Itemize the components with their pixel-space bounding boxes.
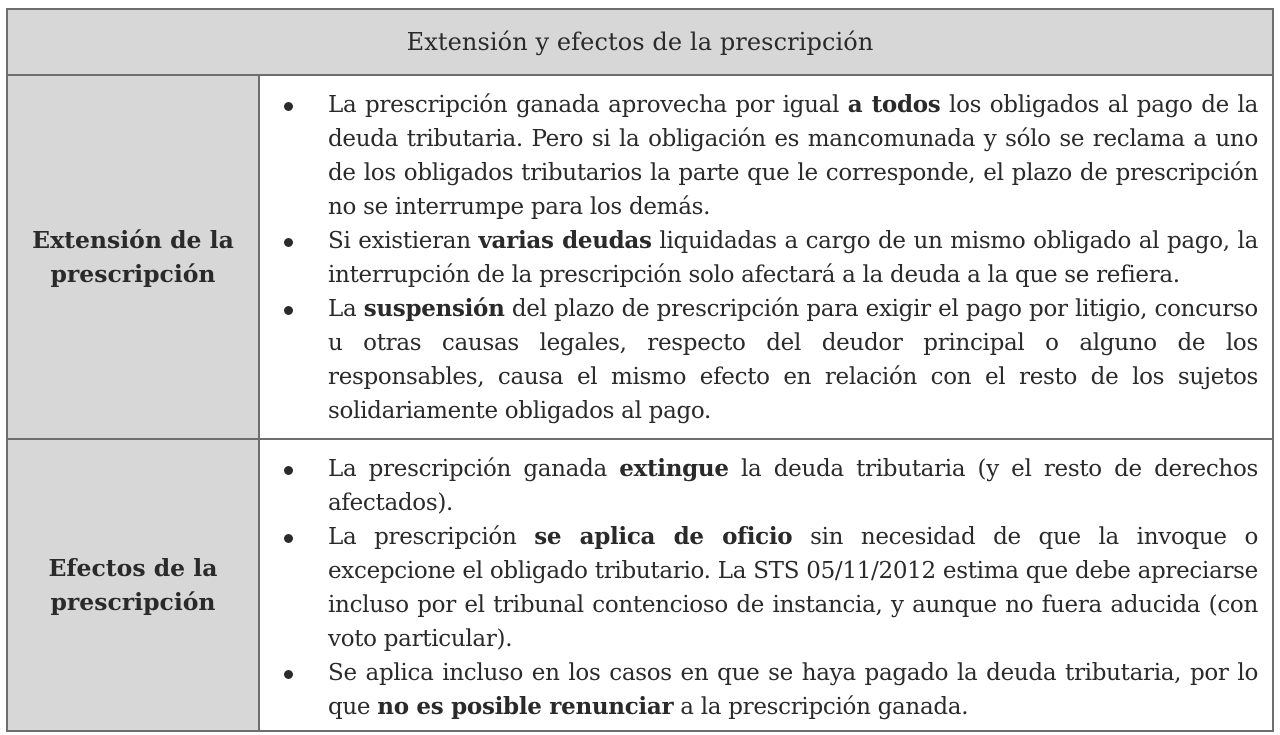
row-label-line: Efectos de la xyxy=(48,554,218,582)
bullet-text: La xyxy=(328,296,364,322)
bullet-text: La prescripción ganada xyxy=(328,456,620,482)
list-item xyxy=(280,452,1258,520)
table-title: Extensión y efectos de la prescripción xyxy=(8,10,1272,76)
row-label-extension xyxy=(8,76,260,438)
bullet-icon xyxy=(284,102,293,111)
table-row-effects xyxy=(8,440,1272,730)
bullet-emphasis: extingue xyxy=(619,455,729,482)
list-item xyxy=(280,292,1258,428)
bullet-emphasis: a todos xyxy=(847,91,941,118)
bullet-text: La prescripción xyxy=(328,524,535,550)
bullet-list xyxy=(280,452,1258,724)
list-item xyxy=(280,656,1258,724)
bullet-emphasis: se aplica de oficio xyxy=(534,523,793,550)
bullet-text: a la prescripción ganada. xyxy=(673,694,969,720)
bullet-text: sin necesidad de que la invoque o excepcione el obligado tributario. La STS 05/11/2012 estima que debe apreciarse incluso por el tribunal contencioso de instancia, y aunque no fuera aducida (con voto particular). xyxy=(328,524,1259,652)
bullet-text: la deuda tributaria (y el resto de derechos afectados). xyxy=(328,456,1258,516)
bullet-icon xyxy=(284,238,293,247)
bullet-text: del plazo de prescripción para exigir el pago por litigio, concurso u otras causas legales, respecto del deudor principal o alguno de los responsables, causa el mismo efecto en relación con el resto de los sujetos solidariamente obligados al pago. xyxy=(328,296,1258,424)
bullet-emphasis: suspensión xyxy=(363,295,505,322)
bullet-emphasis: varias deudas xyxy=(478,227,652,254)
bullet-text: liquidadas a cargo de un mismo obligado al pago, la interrupción de la prescripción solo afectará a la deuda a la que se refiera. xyxy=(328,228,1258,288)
bullet-icon xyxy=(284,670,293,679)
row-content-extension xyxy=(260,76,1272,438)
bullet-icon xyxy=(284,306,293,315)
list-item xyxy=(280,520,1258,656)
bullet-text: La prescripción ganada aprovecha por igual xyxy=(328,92,848,118)
bullet-icon xyxy=(284,466,293,475)
row-content-effects xyxy=(260,440,1272,730)
bullet-text: Se aplica incluso en los casos en que se haya pagado la deuda tributaria, por lo que xyxy=(328,660,1258,720)
bullet-list xyxy=(280,88,1258,428)
row-label-effects xyxy=(8,440,260,730)
row-label-line: Extensión de la xyxy=(32,226,234,254)
list-item xyxy=(280,224,1258,292)
bullet-text: los obligados al pago de la deuda tributaria. Pero si la obligación es mancomunada y sólo se reclama a uno de los obligados tributarios la parte que le corresponde, el plazo de prescripción no se interrumpe para los demás. xyxy=(328,92,1259,220)
row-label-line: prescripción xyxy=(50,260,216,288)
bullet-emphasis: no es posible renunciar xyxy=(377,693,674,720)
table-row-extension xyxy=(8,76,1272,440)
bullet-icon xyxy=(284,534,293,543)
row-label-line: prescripción xyxy=(50,588,216,616)
prescription-table xyxy=(6,8,1274,732)
bullet-text: Si existieran xyxy=(328,228,479,254)
list-item xyxy=(280,88,1258,224)
